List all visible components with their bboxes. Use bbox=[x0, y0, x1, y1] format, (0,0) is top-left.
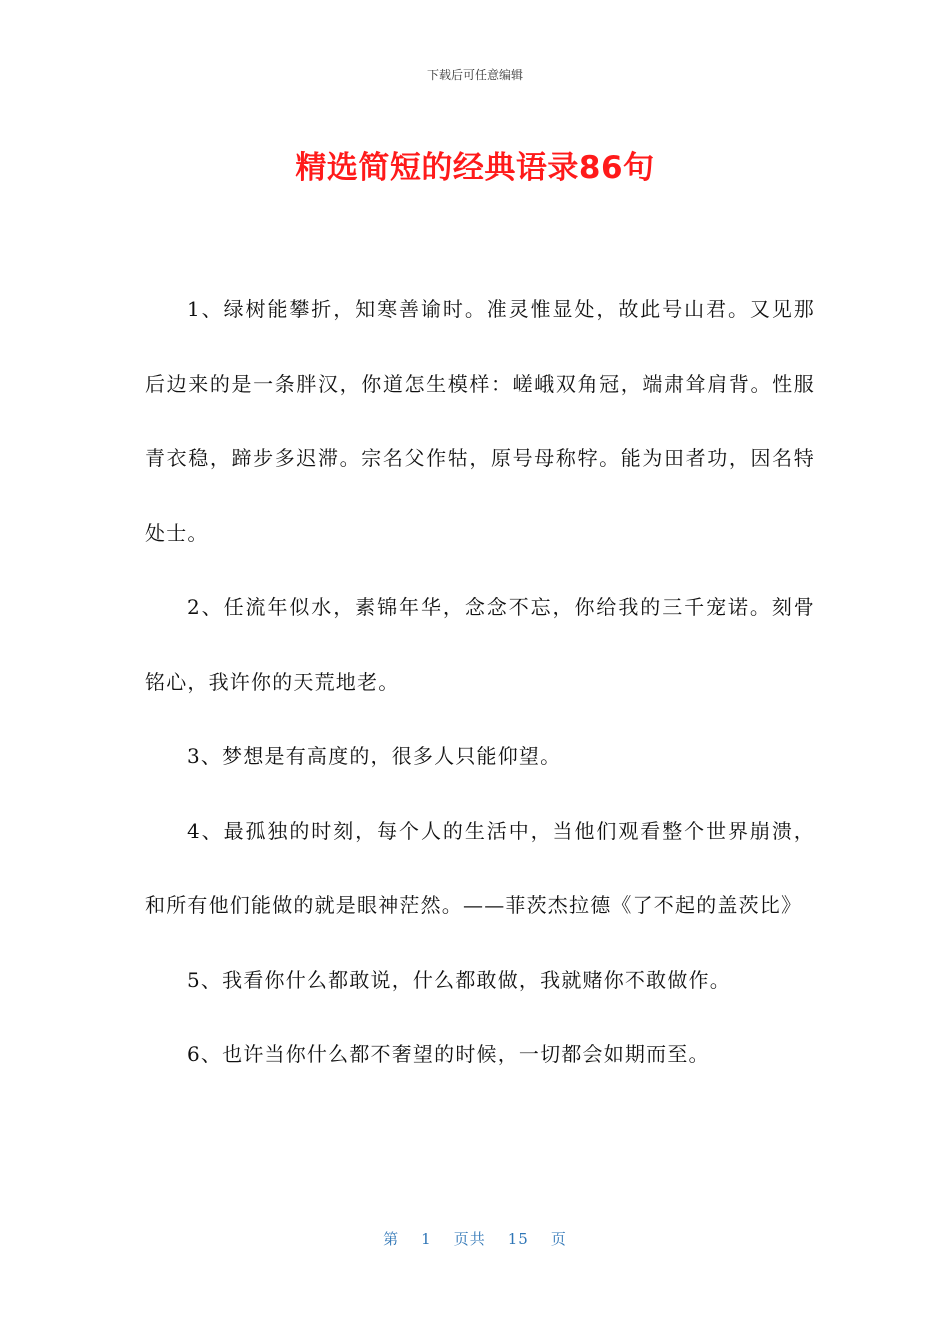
header-note: 下载后可任意编辑 bbox=[426, 68, 523, 82]
quote-paragraph-2: 2、任流年似水，素锦年华，念念不忘，你给我的三千宠诺。刻骨铭心，我许你的天荒地老。 bbox=[145, 595, 815, 694]
quote-paragraph-1: 1、绿树能攀折，知寒善谕时。准灵惟显处，故此号山君。又见那后边来的是一条胖汉，你道怎生模样：嵯峨双角冠，端肃耸肩背。性服青衣稳，蹄步多迟滞。宗名父作牯，原号母称牸。能为田者功，因名特处士。 bbox=[145, 297, 815, 545]
total-pages-number: 15 bbox=[507, 1230, 529, 1248]
quote-paragraph-4: 4、最孤独的时刻，每个人的生活中，当他们观看整个世界崩溃，和所有他们能做的就是眼神茫然。——菲茨杰拉德《了不起的盖茨比》 bbox=[145, 818, 815, 917]
current-page-number: 1 bbox=[421, 1230, 432, 1248]
document-body bbox=[145, 272, 815, 1092]
quote-paragraph-6: 6、也许当你什么都不奢望的时候，一切都会如期而至。 bbox=[187, 1042, 710, 1066]
page-footer bbox=[0, 1228, 950, 1249]
page-label-prefix: 第 bbox=[383, 1230, 400, 1248]
page-label-suffix: 页 bbox=[550, 1230, 567, 1248]
quote-paragraph-3: 3、梦想是有高度的，很多人只能仰望。 bbox=[187, 744, 562, 768]
page-label-mid: 页共 bbox=[453, 1230, 486, 1248]
document-title: 精选简短的经典语录86句 bbox=[295, 150, 655, 186]
quote-paragraph-5: 5、我看你什么都敢说，什么都敢做，我就赌你不敢做作。 bbox=[187, 967, 731, 992]
